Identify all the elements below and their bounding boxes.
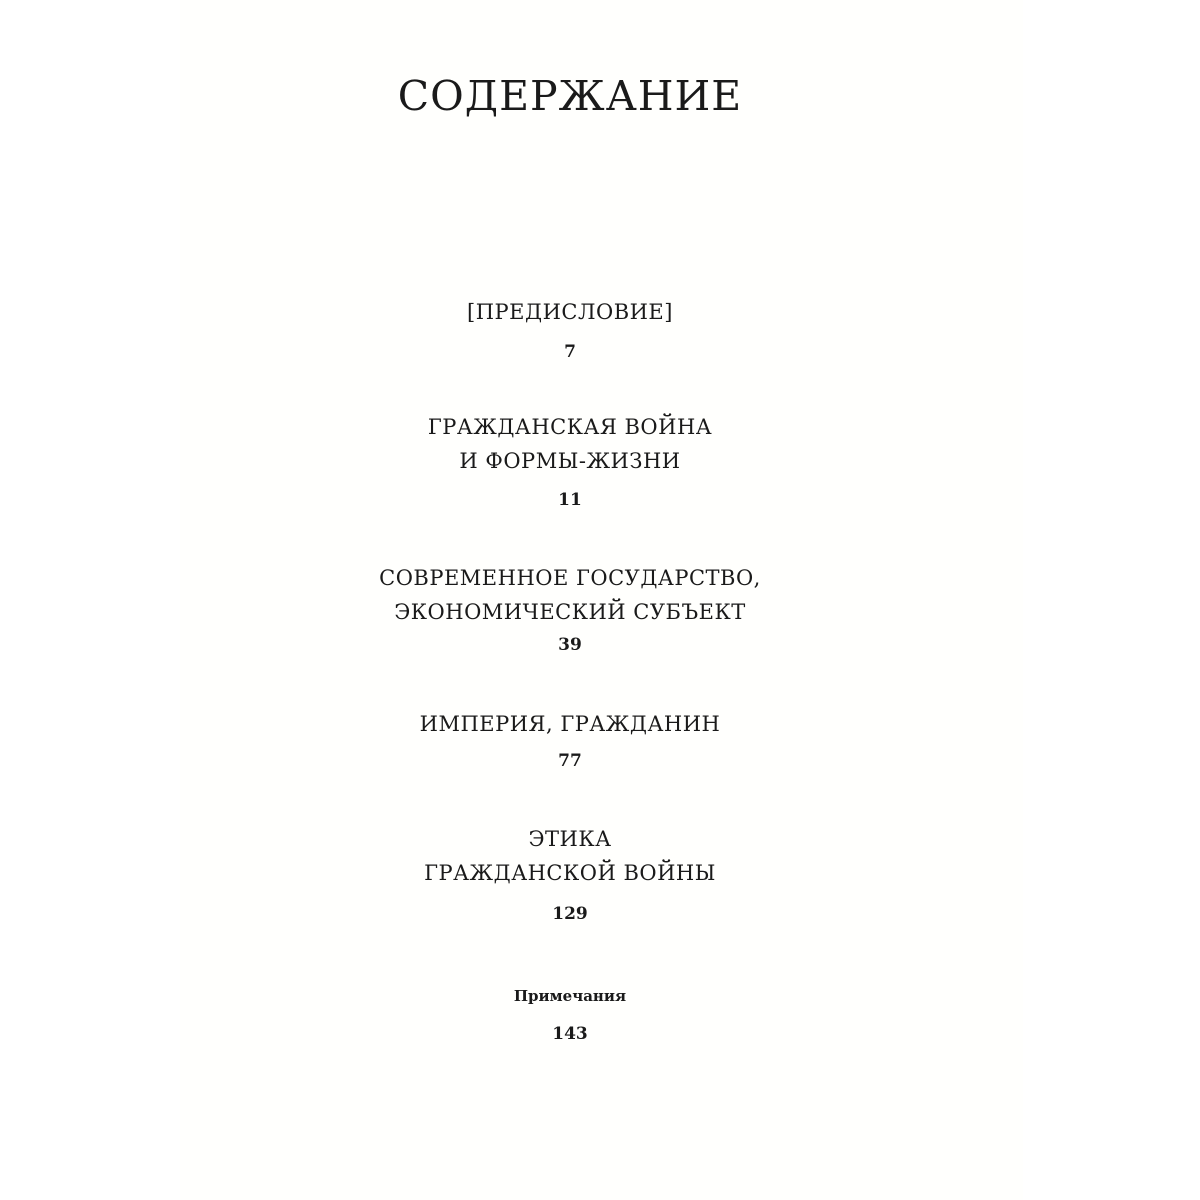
toc-entry-title-line: И ФОРМЫ-ЖИЗНИ (459, 449, 681, 473)
toc-entry-title-line: ЭТИКА (528, 827, 612, 851)
toc-entry-page: 77 (558, 751, 582, 771)
toc-entry-title (180, 979, 960, 1013)
toc-entry-title-line: ЭКОНОМИЧЕСКИЙ СУБЪЕКТ (394, 600, 746, 624)
toc-entry-page: 39 (558, 635, 582, 655)
toc-entry-title (180, 295, 960, 329)
toc-entry-title-line: [ПРЕДИСЛОВИЕ] (467, 300, 673, 324)
toc-entry-page: 11 (558, 490, 582, 510)
toc-entry-title-line: ГРАЖДАНСКАЯ ВОЙНА (427, 415, 713, 439)
toc-entry-page: 7 (564, 342, 576, 362)
book-page (180, 0, 1023, 1200)
toc-entry-title (180, 707, 960, 741)
toc-entry-title-line: ИМПЕРИЯ, ГРАЖДАНИН (419, 712, 721, 736)
toc-entry-title-line: ГРАЖДАНСКОЙ ВОЙНЫ (424, 861, 716, 885)
toc-entry-page: 143 (552, 1024, 588, 1044)
toc-entry-title (180, 410, 960, 478)
toc-entry-title (180, 561, 960, 629)
toc-entry-title (180, 822, 960, 890)
toc-entry-title-line: Примечания (513, 987, 627, 1005)
toc-entry-page: 129 (552, 904, 588, 924)
page-title: СОДЕРЖАНИЕ (397, 72, 743, 120)
toc-entry-title-line: СОВРЕМЕННОЕ ГОСУДАРСТВО, (379, 566, 761, 590)
